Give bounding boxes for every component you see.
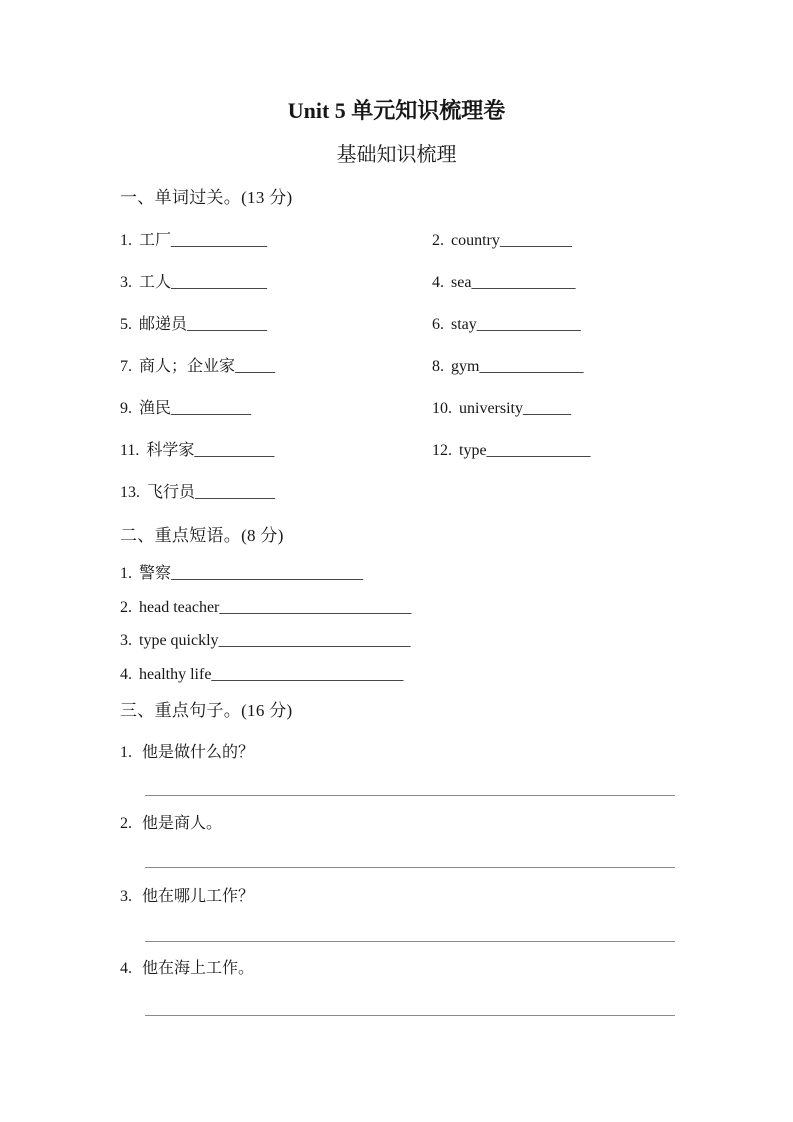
fill-blank: ____________ [171, 232, 268, 249]
item-label: 渔民 [139, 400, 172, 417]
item-number: 5. [120, 316, 132, 333]
word-item [432, 441, 692, 483]
item-label: 他是做什么的？ [142, 744, 255, 761]
word-item [120, 231, 432, 273]
phrase-list [120, 564, 411, 698]
item-label: 他是商人。 [142, 815, 223, 832]
word-item [432, 273, 692, 315]
item-number: 3. [120, 888, 132, 905]
word-list [120, 231, 692, 525]
item-label: 他在海上工作。 [142, 960, 255, 977]
answer-line [145, 867, 675, 868]
item-label: healthy life [139, 665, 212, 683]
section-words-heading: 一、单词过关。(13 分) [120, 188, 293, 207]
word-item [432, 357, 692, 399]
fill-blank: ________________________ [211, 665, 404, 683]
fill-blank: _____________ [486, 442, 591, 459]
item-label: gym [451, 358, 480, 375]
sentence-item [120, 814, 222, 835]
item-number: 2. [120, 598, 132, 616]
answer-line [145, 1015, 675, 1016]
item-label: 他在哪儿工作？ [142, 888, 255, 905]
item-label: type quickly [139, 632, 219, 649]
word-item [432, 399, 692, 441]
fill-blank: ______ [523, 400, 571, 417]
fill-blank: _____________ [476, 316, 581, 333]
item-label: head teacher [139, 598, 220, 616]
word-item [432, 231, 692, 273]
item-label: university [459, 400, 523, 417]
fill-blank: _________ [499, 232, 572, 249]
item-number: 1. [120, 232, 132, 249]
item-number: 12. [432, 442, 452, 459]
item-number: 4. [432, 274, 444, 291]
fill-blank: _____________ [479, 358, 584, 375]
item-label: 工人 [139, 274, 172, 291]
item-number: 4. [120, 665, 132, 683]
item-number: 13. [120, 484, 140, 501]
item-number: 1. [120, 565, 132, 582]
fill-blank: ________________________ [171, 565, 364, 582]
phrase-item [120, 665, 411, 699]
item-label: type [459, 442, 487, 459]
fill-blank: __________ [194, 442, 275, 459]
word-item [120, 441, 432, 483]
item-label: 邮递员 [139, 316, 188, 333]
fill-blank: ________________________ [219, 598, 412, 616]
item-label: 警察 [139, 565, 172, 582]
fill-blank: ____________ [171, 274, 268, 291]
item-number: 2. [120, 815, 132, 832]
fill-blank: _____ [235, 358, 276, 375]
item-number: 1. [120, 744, 132, 761]
item-number: 11. [120, 442, 140, 459]
item-number: 6. [432, 316, 444, 333]
page-title: Unit 5 单元知识梳理卷 [287, 98, 506, 123]
word-item [432, 315, 692, 357]
phrase-item [120, 598, 411, 632]
item-number: 3. [120, 274, 132, 291]
item-number: 3. [120, 632, 132, 649]
item-label: 商人；企业家 [139, 358, 236, 375]
phrase-item [120, 631, 411, 665]
item-number: 2. [432, 232, 444, 249]
sentence-item [120, 743, 254, 764]
item-number: 4. [120, 960, 132, 977]
item-label: stay [451, 316, 477, 333]
fill-blank: __________ [187, 316, 268, 333]
fill-blank: __________ [171, 400, 252, 417]
word-item [120, 399, 432, 441]
item-label: 科学家 [146, 442, 195, 459]
item-label: 飞行员 [147, 484, 196, 501]
item-number: 7. [120, 358, 132, 375]
section-phrases-heading: 二、重点短语。(8 分) [120, 526, 284, 545]
fill-blank: __________ [195, 484, 276, 501]
answer-line [145, 795, 675, 796]
item-number: 9. [120, 400, 132, 417]
phrase-item [120, 564, 411, 598]
page-subtitle: 基础知识梳理 [336, 144, 457, 166]
word-item [120, 357, 432, 399]
item-label: sea [451, 274, 472, 291]
item-number: 10. [432, 400, 452, 417]
item-label: 工厂 [139, 232, 172, 249]
fill-blank: ________________________ [218, 632, 411, 649]
section-sentences-heading: 三、重点句子。(16 分) [120, 701, 293, 720]
answer-line [145, 941, 675, 942]
word-item [120, 315, 432, 357]
word-item [120, 483, 432, 525]
fill-blank: _____________ [471, 274, 576, 291]
item-label: country [451, 232, 500, 249]
sentence-item [120, 959, 254, 980]
sentence-item [120, 887, 254, 908]
word-item [120, 273, 432, 315]
item-number: 8. [432, 358, 444, 375]
